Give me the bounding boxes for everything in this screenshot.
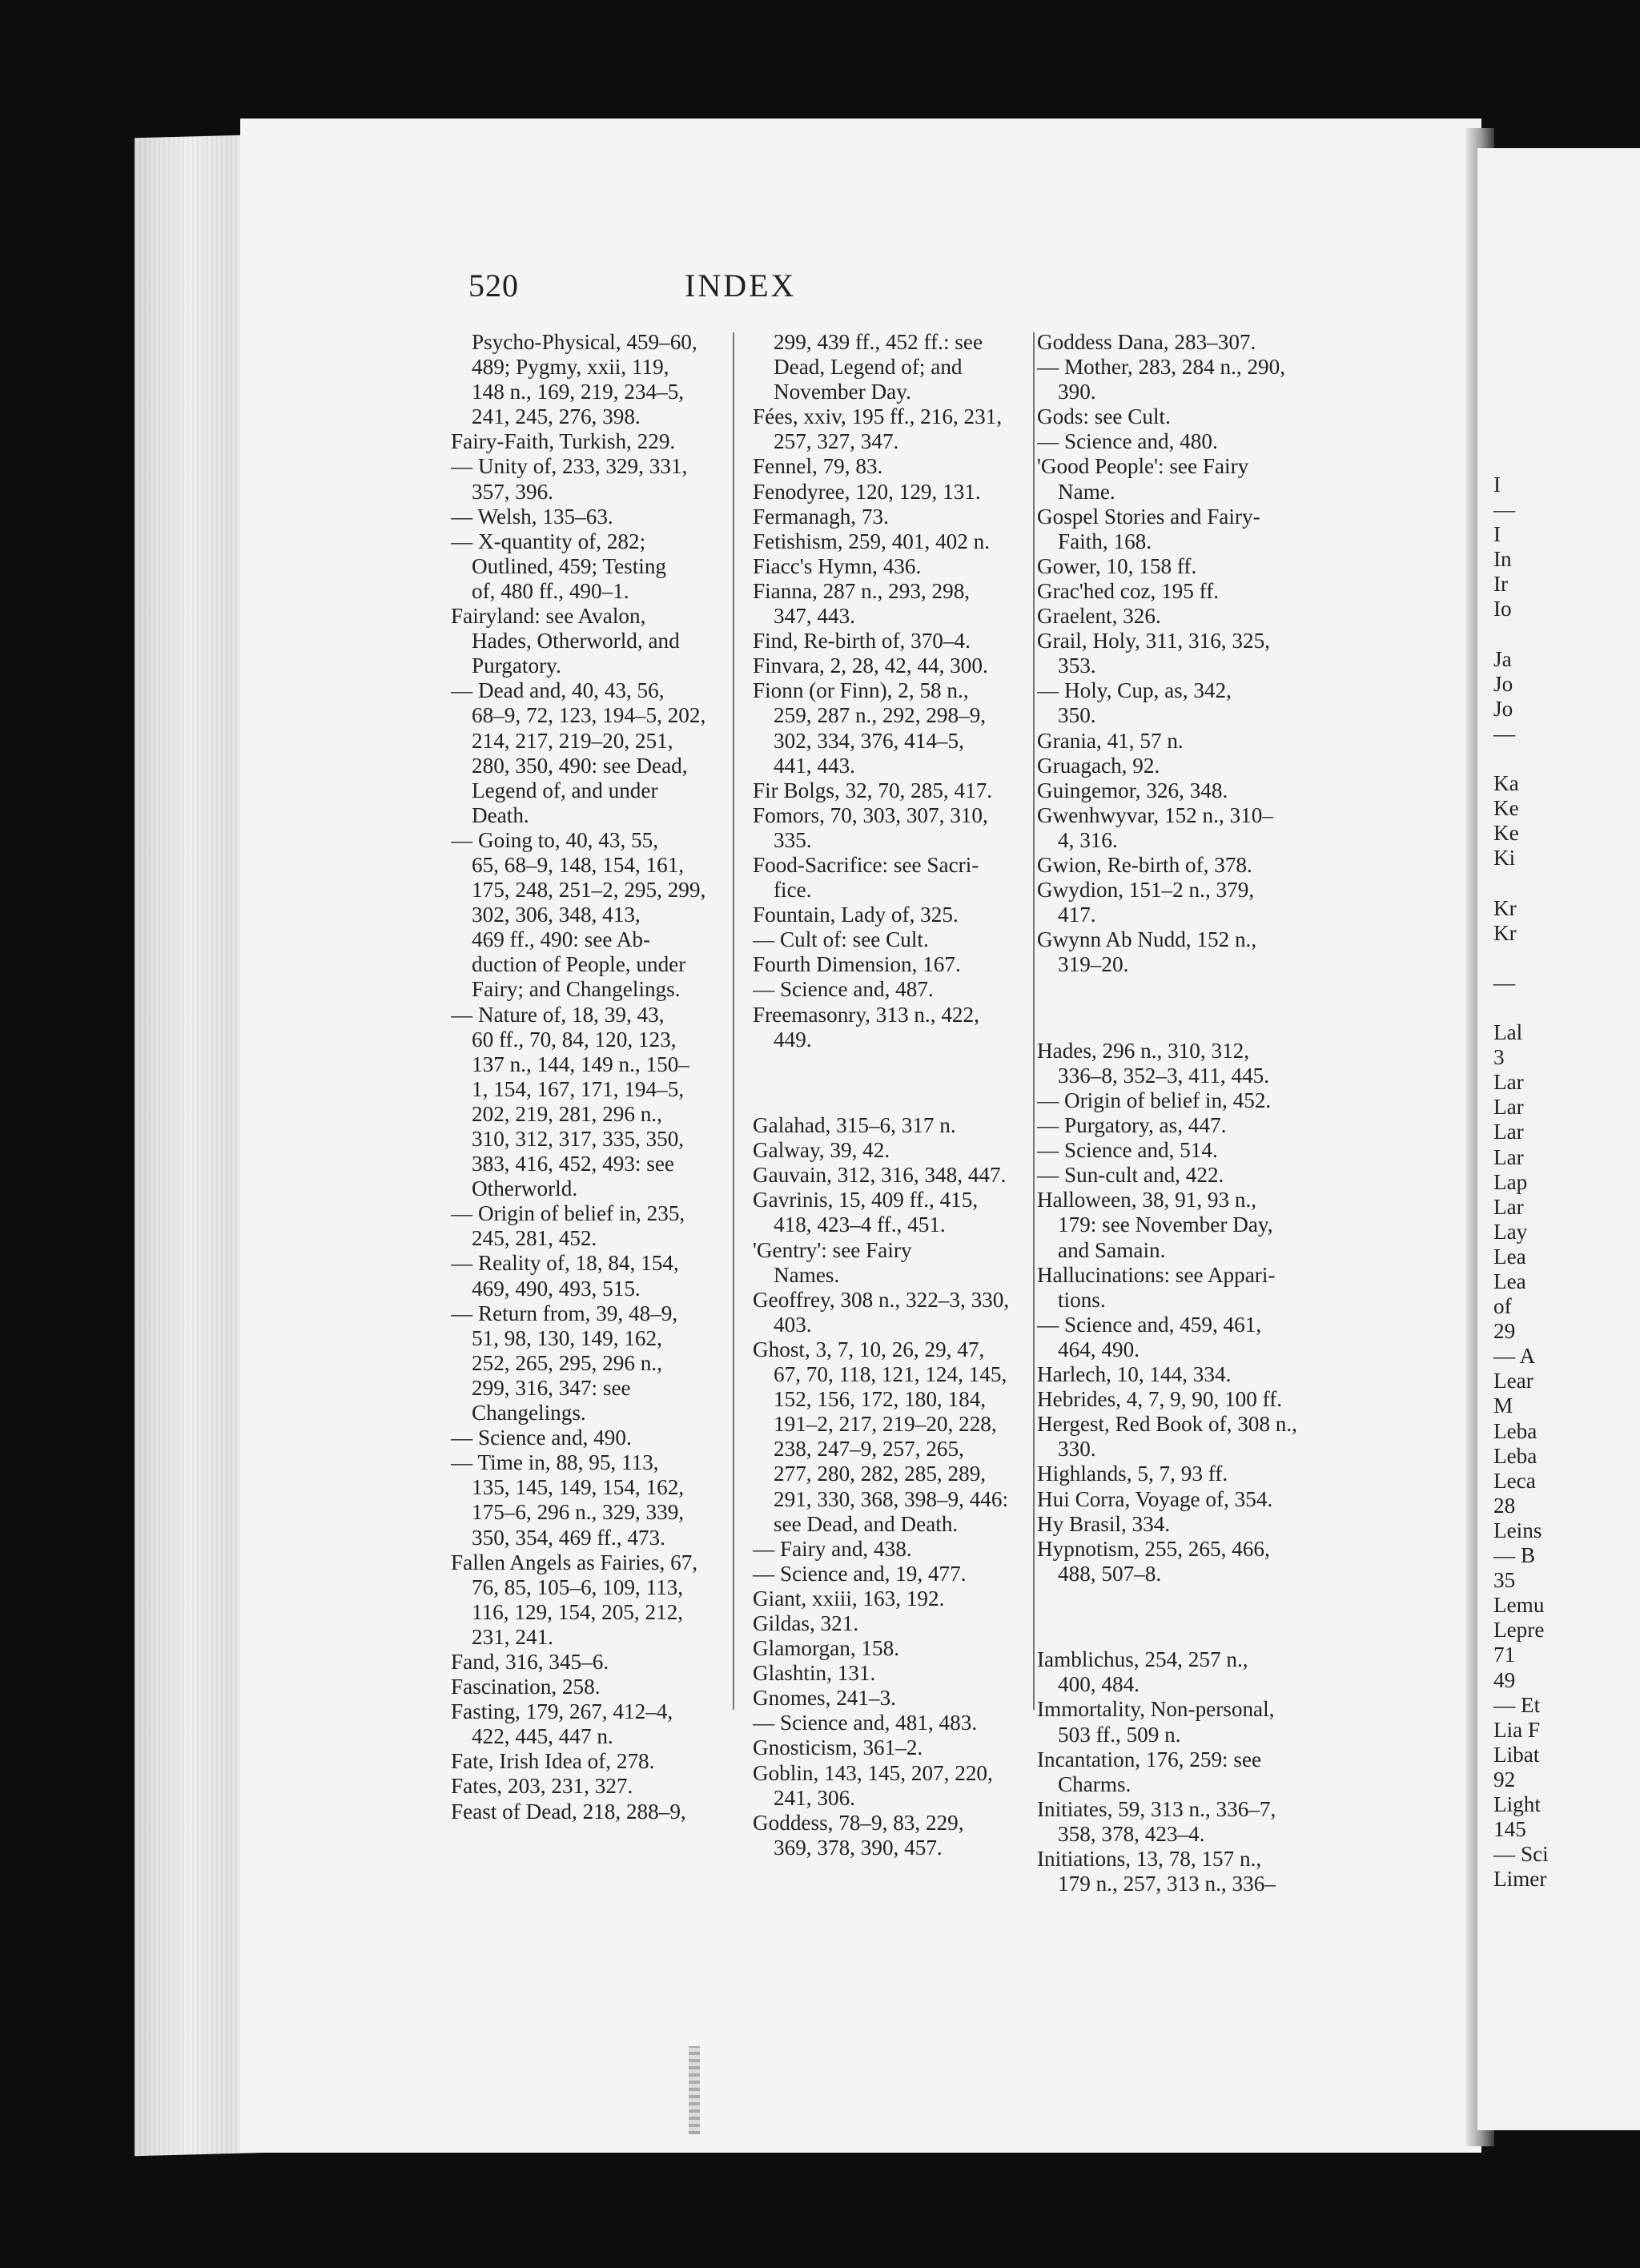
index-entry-continuation: Hades, Otherworld, and [472, 629, 680, 653]
index-entry: Grac'hed coz, 195 ff. [1037, 578, 1220, 603]
index-entry: — Fairy and, 438. [753, 1536, 912, 1561]
facing-page-fragment: 71 [1493, 1643, 1516, 1667]
index-entry-continuation: Dead, Legend of; and [774, 355, 963, 380]
index-entry: — Holy, Cup, as, 342, [1037, 678, 1232, 703]
index-column-2 [753, 330, 1037, 1860]
index-entry: Gower, 10, 158 ff. [1037, 553, 1197, 578]
facing-page-fragment: — [1493, 970, 1516, 995]
index-entry-continuation: 51, 98, 130, 149, 162, [472, 1325, 662, 1350]
index-entry: Gnosticism, 361–2. [753, 1735, 923, 1760]
index-entry: Gwydion, 151–2 n., 379, [1037, 878, 1255, 903]
index-entry-continuation: 175–6, 296 n., 329, 339, [472, 1500, 685, 1525]
index-entry-continuation: Changelings. [472, 1401, 586, 1426]
index-entry-continuation: 330. [1058, 1437, 1096, 1462]
index-entry: Fianna, 287 n., 293, 298, [753, 578, 971, 603]
index-entry-continuation: 259, 287 n., 292, 298–9, [774, 703, 987, 728]
index-entry: Food-Sacrifice: see Sacri- [753, 852, 979, 877]
facing-page-fragment: Lar [1493, 1120, 1524, 1144]
index-entry-continuation: 319–20. [1058, 952, 1129, 977]
index-entry: Initiations, 13, 78, 157 n., [1037, 1847, 1262, 1871]
index-entry: Goddess, 78–9, 83, 229, [753, 1810, 964, 1835]
index-entry-continuation: 214, 217, 219–20, 251, [472, 728, 673, 753]
facing-page-fragment: 28 [1493, 1493, 1516, 1518]
index-entry-continuation: Fairy; and Changelings. [472, 977, 681, 1002]
facing-page-fragment: Ir [1493, 572, 1509, 597]
index-entry: Gildas, 321. [753, 1611, 859, 1635]
index-entry: — Science and, 480. [1037, 429, 1218, 454]
index-column-3 [1037, 330, 1321, 1896]
index-entry-continuation: 489; Pygmy, xxii, 119, [472, 355, 669, 380]
index-entry: Gavrinis, 15, 409 ff., 415, [753, 1188, 979, 1212]
index-entry: — Purgatory, as, 447. [1037, 1113, 1227, 1138]
index-entry: — Origin of belief in, 452. [1037, 1088, 1272, 1112]
index-entry: Fées, xxiv, 195 ff., 216, 231, [753, 404, 1003, 429]
index-entry: Initiates, 59, 313 n., 336–7, [1037, 1796, 1276, 1821]
facing-page-fragment: Kr [1493, 920, 1517, 945]
index-entry: Guingemor, 326, 348. [1037, 778, 1228, 802]
facing-page-fragment: Ka [1493, 771, 1519, 796]
index-entry: Hui Corra, Voyage of, 354. [1037, 1486, 1273, 1511]
index-entry-continuation: see Dead, and Death. [774, 1511, 959, 1536]
index-entry: Immortality, Non-personal, [1037, 1697, 1275, 1722]
index-entry: Gauvain, 312, 316, 348, 447. [753, 1163, 1007, 1188]
index-entry-continuation: 441, 443. [774, 753, 855, 778]
entry-gap [1037, 1608, 1321, 1626]
index-entry-continuation: 357, 396. [472, 479, 553, 504]
facing-page-fragment: Lia F [1493, 1717, 1541, 1742]
index-entry: — X-quantity of, 282; [451, 529, 646, 553]
index-entry: Fascination, 258. [451, 1675, 601, 1699]
index-entry-continuation: 60 ff., 70, 84, 120, 123, [472, 1027, 677, 1052]
index-entry: Gospel Stories and Fairy- [1037, 504, 1260, 529]
facing-page-fragment [1493, 946, 1549, 971]
index-entry-continuation: 350, 354, 469 ff., 473. [472, 1525, 665, 1550]
facing-page-fragment: — B [1493, 1543, 1536, 1568]
index-entry-continuation: 135, 145, 149, 154, 162, [472, 1475, 685, 1500]
index-entry-continuation: 417. [1058, 903, 1096, 927]
page-title: INDEX [685, 267, 797, 304]
facing-page-fragment: Lap [1493, 1169, 1528, 1194]
index-entry: Galway, 39, 42. [753, 1138, 890, 1163]
index-entry: Fomors, 70, 303, 307, 310, [753, 802, 988, 827]
index-entry-continuation: 241, 306. [774, 1785, 855, 1810]
facing-page-fragment: Lar [1493, 1095, 1524, 1120]
index-entry-continuation: tions. [1058, 1287, 1106, 1312]
facing-page-fragment: In [1493, 547, 1512, 572]
facing-page-fragment: Io [1493, 597, 1512, 621]
index-entry: Gruagach, 92. [1037, 753, 1160, 778]
index-entry-continuation: 231, 241. [472, 1624, 553, 1649]
index-entry: — Science and, 459, 461, [1037, 1312, 1262, 1337]
facing-page-fragment: Ke [1493, 796, 1519, 821]
index-entry-continuation: 67, 70, 118, 121, 124, 145, [774, 1362, 1007, 1387]
index-entry-continuation: 358, 378, 423–4. [1058, 1821, 1205, 1846]
index-entry-continuation: 336–8, 352–3, 411, 445. [1058, 1063, 1270, 1088]
index-entry: 'Gentry': see Fairy [753, 1237, 912, 1262]
index-entry-continuation: Death. [472, 802, 529, 827]
index-entry: Fiacc's Hymn, 436. [753, 553, 922, 578]
index-entry: Hebrides, 4, 7, 9, 90, 100 ff. [1037, 1387, 1283, 1412]
index-entry: — Unity of, 233, 329, 331, [451, 454, 688, 479]
index-entry-continuation: 390. [1058, 380, 1096, 404]
index-entry: Gods: see Cult. [1037, 404, 1171, 429]
facing-page-fragment: 92 [1493, 1767, 1516, 1791]
index-entry: — Sun-cult and, 422. [1037, 1163, 1224, 1188]
index-entry: — Reality of, 18, 84, 154, [451, 1251, 679, 1276]
facing-page-fragment: Lal [1493, 1020, 1523, 1045]
index-entry-continuation: 175, 248, 251–2, 295, 299, [472, 878, 706, 903]
index-entry-continuation: 449. [774, 1027, 812, 1052]
index-entry: Fennel, 79, 83. [753, 454, 883, 479]
index-entry-continuation: 469, 490, 493, 515. [472, 1276, 641, 1301]
index-entry-continuation: and Samain. [1058, 1237, 1166, 1262]
index-entry-continuation: 202, 219, 281, 296 n., [472, 1101, 662, 1126]
index-entry-continuation: Outlined, 459; Testing [472, 553, 667, 578]
index-entry: Hades, 296 n., 310, 312, [1037, 1038, 1250, 1063]
facing-page-fragment: 3 [1493, 1045, 1505, 1070]
index-entry-continuation: 347, 443. [774, 604, 855, 629]
page-number: 520 [468, 267, 519, 304]
index-entry-continuation: 350. [1058, 703, 1096, 728]
index-entry-continuation: 241, 245, 276, 398. [472, 404, 641, 429]
facing-page-fragment: Ki [1493, 846, 1516, 871]
index-entry: Fir Bolgs, 32, 70, 285, 417. [753, 778, 993, 802]
entry-gap [753, 1074, 1037, 1092]
facing-page-fragment [1493, 995, 1549, 1020]
index-entry-continuation: Psycho-Physical, 459–60, [472, 330, 697, 354]
index-entry: Glashtin, 131. [753, 1661, 876, 1686]
index-entry: — Nature of, 18, 39, 43, [451, 1002, 665, 1027]
facing-page-fragment: M [1493, 1393, 1513, 1418]
index-entry: — Welsh, 135–63. [451, 504, 613, 529]
facing-page-fragment: Ja [1493, 646, 1512, 671]
index-entry-continuation: Charms. [1058, 1771, 1132, 1796]
index-entry-continuation: 65, 68–9, 148, 154, 161, [472, 852, 685, 877]
index-entry-continuation: Names. [774, 1262, 840, 1287]
index-entry-continuation: 179: see November Day, [1058, 1212, 1273, 1237]
index-entry: — Going to, 40, 43, 55, [451, 827, 659, 852]
index-entry-continuation: 418, 423–4 ff., 451. [774, 1212, 946, 1237]
index-entry: Highlands, 5, 7, 93 ff. [1037, 1462, 1228, 1486]
index-entry: Fionn (or Finn), 2, 58 n., [753, 678, 969, 703]
index-entry: Fate, Irish Idea of, 278. [451, 1749, 655, 1774]
index-entry: — Mother, 283, 284 n., 290, [1037, 355, 1286, 380]
index-entry-continuation: 4, 316. [1058, 827, 1118, 852]
index-entry-continuation: 464, 490. [1058, 1337, 1140, 1361]
index-entry: Fermanagh, 73. [753, 504, 889, 529]
facing-page-fragment: Leba [1493, 1418, 1538, 1443]
index-entry-continuation: Name. [1058, 479, 1115, 504]
index-entry: Ghost, 3, 7, 10, 26, 29, 47, [753, 1337, 985, 1361]
index-entry: Hy Brasil, 334. [1037, 1511, 1171, 1536]
facing-page-fragment: Jo [1493, 671, 1513, 696]
index-entry-continuation: 369, 378, 390, 457. [774, 1835, 943, 1860]
facing-page-fragment: — A [1493, 1344, 1536, 1369]
facing-page [1477, 148, 1640, 2130]
index-entry: Fairyland: see Avalon, [451, 604, 646, 629]
index-entry: Iamblichus, 254, 257 n., [1037, 1647, 1248, 1672]
facing-page-fragment: Lemu [1493, 1593, 1545, 1618]
index-entry-continuation: 400, 484. [1058, 1672, 1140, 1697]
index-entry: 'Good People': see Fairy [1037, 454, 1249, 479]
facing-page-fragment: Lar [1493, 1194, 1524, 1219]
index-entry-continuation: 252, 265, 295, 296 n., [472, 1350, 662, 1375]
facing-page-fragment: Ke [1493, 821, 1519, 846]
index-entry-continuation: 503 ff., 509 n. [1058, 1722, 1181, 1747]
index-entry-continuation: 152, 156, 172, 180, 184, [774, 1387, 987, 1412]
index-entry: Gwenhwyvar, 152 n., 310– [1037, 802, 1273, 827]
facing-page-fragment: 29 [1493, 1319, 1516, 1344]
facing-page-fragment: Leins [1493, 1518, 1542, 1542]
index-entry: — Time in, 88, 95, 113, [451, 1450, 659, 1475]
facing-page-fragment: I [1493, 522, 1501, 547]
facing-page-fragment: 35 [1493, 1568, 1516, 1593]
facing-page-text [1493, 472, 1549, 1892]
facing-page-fragment: 49 [1493, 1667, 1516, 1692]
index-entry: Harlech, 10, 144, 334. [1037, 1362, 1232, 1387]
index-entry-continuation: 403. [774, 1312, 812, 1337]
index-entry: Fetishism, 259, 401, 402 n. [753, 529, 991, 553]
index-entry-continuation: 137 n., 144, 149 n., 150– [472, 1052, 689, 1076]
index-entry-continuation: 353. [1058, 653, 1096, 678]
index-entry: Fenodyree, 120, 129, 131. [753, 479, 981, 504]
index-entry: Glamorgan, 158. [753, 1636, 899, 1661]
index-entry: Gwion, Re-birth of, 378. [1037, 852, 1252, 877]
index-entry: Fand, 316, 345–6. [451, 1649, 609, 1674]
index-entry: — Science and, 481, 483. [753, 1711, 978, 1735]
index-entry-continuation: 302, 334, 376, 414–5, [774, 728, 964, 753]
index-entry-continuation: 469 ff., 490: see Ab- [472, 927, 651, 952]
index-entry: Goddess Dana, 283–307. [1037, 330, 1256, 354]
index-entry: Fountain, Lady of, 325. [753, 903, 959, 927]
index-entry-continuation: 299, 316, 347: see [472, 1375, 631, 1400]
index-entry-continuation: 383, 416, 452, 493: see [472, 1152, 674, 1176]
index-entry: — Return from, 39, 48–9, [451, 1301, 678, 1325]
facing-page-fragment [1493, 746, 1549, 771]
facing-page-fragment: Light [1493, 1791, 1541, 1816]
index-entry: Fourth Dimension, 167. [753, 952, 961, 977]
index-entry-continuation: 422, 445, 447 n. [472, 1724, 613, 1749]
facing-page-fragment: 145 [1493, 1817, 1526, 1842]
running-head [468, 267, 981, 315]
facing-page-fragment: — Et [1493, 1692, 1541, 1717]
index-entry: — Cult of: see Cult. [753, 927, 929, 952]
facing-page-fragment: Leca [1493, 1468, 1536, 1493]
index-entry-continuation: 302, 306, 348, 413, [472, 903, 641, 927]
index-entry-continuation: November Day. [774, 380, 911, 404]
facing-page-fragment [1493, 871, 1549, 896]
index-entry: Giant, xxiii, 163, 192. [753, 1586, 945, 1611]
index-entry-continuation: of, 480 ff., 490–1. [472, 578, 629, 603]
index-entry-continuation: Purgatory. [472, 653, 561, 678]
index-entry: Gwynn Ab Nudd, 152 n., [1037, 927, 1257, 952]
index-entry-continuation: 68–9, 72, 123, 194–5, 202, [472, 703, 706, 728]
index-entry: Fates, 203, 231, 327. [451, 1774, 633, 1799]
index-entry: Geoffrey, 308 n., 322–3, 330, [753, 1287, 1010, 1312]
index-entry: Find, Re-birth of, 370–4. [753, 629, 971, 653]
index-entry-continuation: 488, 507–8. [1058, 1561, 1162, 1586]
facing-page-fragment: Libat [1493, 1742, 1540, 1767]
index-entry-continuation: 238, 247–9, 257, 265, [774, 1437, 964, 1462]
index-entry-continuation: 299, 439 ff., 452 ff.: see [774, 330, 983, 354]
index-entry-continuation: 179 n., 257, 313 n., 336– [1058, 1872, 1276, 1896]
facing-page-fragment: Kr [1493, 895, 1517, 920]
index-entry: Fairy-Faith, Turkish, 229. [451, 429, 676, 454]
index-entry-continuation: 257, 327, 347. [774, 429, 899, 454]
index-entry: Freemasonry, 313 n., 422, [753, 1002, 979, 1027]
scan-smudge [689, 2046, 700, 2134]
index-entry: Incantation, 176, 259: see [1037, 1747, 1262, 1771]
index-entry: — Science and, 19, 477. [753, 1561, 967, 1586]
index-entry-continuation: 76, 85, 105–6, 109, 113, [472, 1574, 684, 1599]
index-entry: Finvara, 2, 28, 42, 44, 300. [753, 653, 988, 678]
index-entry: Feast of Dead, 218, 288–9, [451, 1799, 686, 1824]
index-entry-continuation: Faith, 168. [1058, 529, 1152, 553]
index-entry: Gnomes, 241–3. [753, 1686, 896, 1711]
index-entry-continuation: 116, 129, 154, 205, 212, [472, 1599, 684, 1624]
facing-page-fragment: Lea [1493, 1269, 1526, 1293]
index-entry-continuation: Legend of, and under [472, 778, 658, 802]
index-entry-continuation: 280, 350, 490: see Dead, [472, 753, 688, 778]
index-entry-continuation: 310, 312, 317, 335, 350, [472, 1127, 685, 1151]
index-entry: Hallucinations: see Appari- [1037, 1262, 1276, 1287]
facing-page-fragment: Lepre [1493, 1618, 1545, 1643]
entry-gap [1037, 999, 1321, 1017]
facing-page-fragment [1493, 622, 1549, 647]
index-entry: Grania, 41, 57 n. [1037, 728, 1184, 753]
index-entry: Hergest, Red Book of, 308 n., [1037, 1412, 1297, 1437]
facing-page-fragment: Limer [1493, 1867, 1547, 1892]
index-entry: Graelent, 326. [1037, 604, 1161, 629]
index-entry: — Science and, 490. [451, 1426, 632, 1450]
facing-page-fragment: of [1493, 1294, 1512, 1319]
index-entry: Galahad, 315–6, 317 n. [753, 1113, 956, 1138]
facing-page-fragment: Lea [1493, 1244, 1526, 1269]
facing-page-fragment: — Sci [1493, 1842, 1549, 1867]
index-entry-continuation: 335. [774, 827, 812, 852]
facing-page-fragment: Leba [1493, 1443, 1538, 1468]
facing-page-fragment: — [1493, 497, 1516, 522]
index-entry-continuation: 148 n., 169, 219, 234–5, [472, 380, 685, 404]
facing-page-fragment: Lear [1493, 1369, 1533, 1393]
index-entry: Goblin, 143, 145, 207, 220, [753, 1760, 993, 1785]
index-entry-continuation: 1, 154, 167, 171, 194–5, [472, 1076, 685, 1101]
facing-page-fragment: I [1493, 472, 1501, 497]
facing-page-fragment: Lar [1493, 1144, 1524, 1169]
facing-page-fragment: Lay [1493, 1219, 1528, 1244]
index-entry: Fallen Angels as Fairies, 67, [451, 1550, 698, 1574]
index-entry: — Science and, 487. [753, 977, 934, 1002]
index-entry-continuation: 245, 281, 452. [472, 1226, 597, 1251]
index-entry-continuation: duction of People, under [472, 952, 686, 977]
index-entry: Grail, Holy, 311, 316, 325, [1037, 629, 1270, 653]
index-entry-continuation: 291, 330, 368, 398–9, 446: [774, 1486, 1009, 1511]
index-entry: Hypnotism, 255, 265, 466, [1037, 1536, 1270, 1561]
index-entry-continuation: 277, 280, 282, 285, 289, [774, 1462, 987, 1486]
index-entry: — Origin of belief in, 235, [451, 1201, 685, 1226]
index-entry: Halloween, 38, 91, 93 n., [1037, 1188, 1257, 1212]
index-entry-continuation: Otherworld. [472, 1176, 578, 1201]
facing-page-fragment: — [1493, 721, 1516, 746]
index-column-1 [451, 330, 735, 1824]
index-entry: Fasting, 179, 267, 412–4, [451, 1699, 673, 1724]
index-entry: — Science and, 514. [1037, 1138, 1218, 1163]
facing-page-fragment: Jo [1493, 696, 1513, 721]
index-entry: — Dead and, 40, 43, 56, [451, 678, 665, 703]
facing-page-fragment: Lar [1493, 1070, 1524, 1095]
index-entry-continuation: 191–2, 217, 219–20, 228, [774, 1412, 997, 1437]
index-entry-continuation: fice. [774, 878, 812, 903]
